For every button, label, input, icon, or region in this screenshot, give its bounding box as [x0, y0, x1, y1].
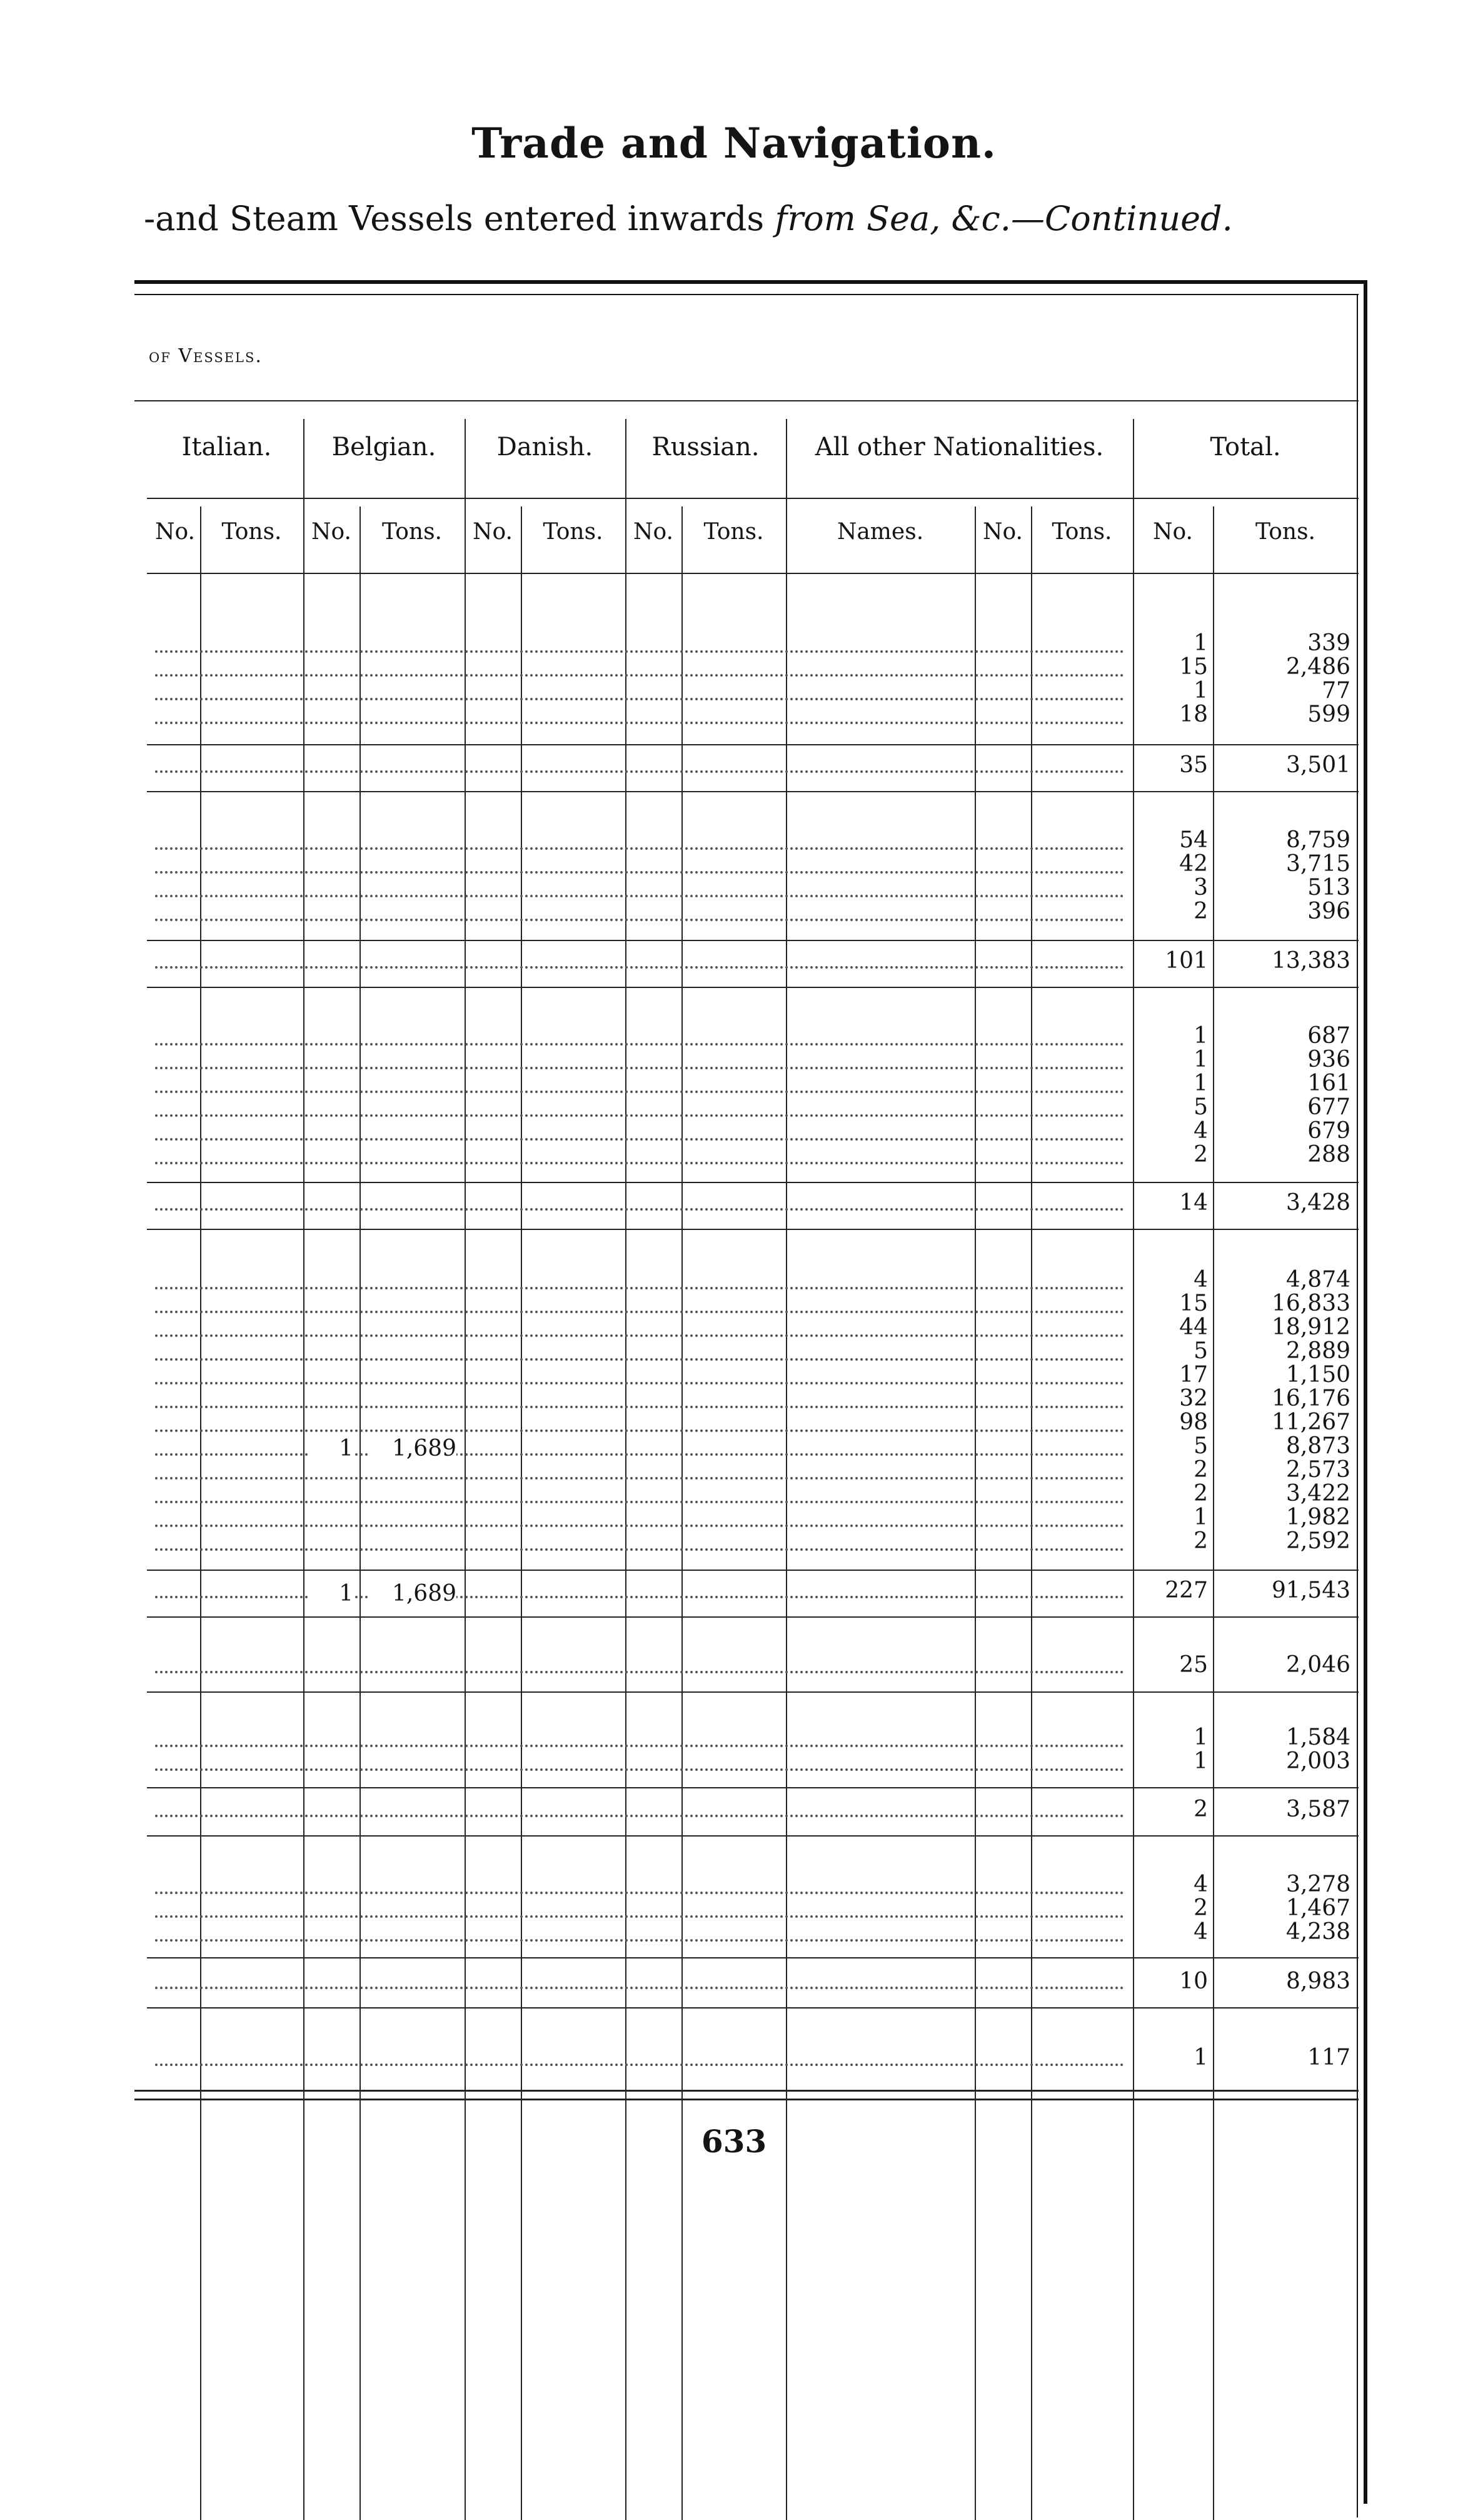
rule-block6-top [147, 1787, 1359, 1788]
total-tons: 936 [1307, 1047, 1350, 1072]
col-sep-other-names [975, 507, 976, 2520]
total-tons: 16,176 [1272, 1386, 1350, 1411]
total-no: 1 [1194, 1023, 1208, 1049]
total-no: 15 [1179, 1291, 1208, 1316]
total-no: 1 [1194, 1504, 1208, 1530]
total-no: 1 [1194, 678, 1208, 703]
total-sum-no: 1 [1194, 2045, 1208, 2070]
page-title: Trade and Navigation. [471, 119, 997, 168]
belgian-row-no: 1 [309, 1437, 353, 1461]
total-tons: 599 [1307, 702, 1350, 727]
rule-under-subheads [147, 573, 1359, 574]
sub-italian-tons: Tons. [221, 519, 282, 545]
total-no: 2 [1194, 1457, 1208, 1483]
total-tons: 677 [1307, 1094, 1350, 1120]
rule-block6-bottom [147, 1835, 1359, 1837]
col-sep-other-no [1031, 507, 1032, 2520]
total-tons: 2,889 [1285, 1338, 1350, 1364]
total-tons: 2,573 [1285, 1457, 1350, 1483]
total-tons: 339 [1307, 630, 1350, 656]
total-tons: 2,003 [1285, 1748, 1350, 1774]
sub-danish-tons: Tons. [543, 519, 603, 545]
sub-other-no: No. [983, 519, 1023, 545]
col-sep-other-total [1133, 419, 1134, 2520]
col-sep-danish-russian [625, 419, 626, 2520]
total-no: 2 [1194, 1528, 1208, 1554]
col-sep-danish-no [521, 507, 522, 2520]
belgian-total-no: 1 [309, 1582, 353, 1606]
total-no: 1 [1194, 630, 1208, 656]
total-no: 2 [1194, 1481, 1208, 1506]
subtitle-italic: from Sea, &c.—Continued. [775, 199, 1233, 238]
total-tons: 3,278 [1285, 1872, 1350, 1897]
group-total: Total. [1210, 433, 1281, 461]
total-no: 42 [1179, 851, 1208, 877]
total-sum-no: 101 [1165, 948, 1208, 974]
rule-block5-bottom [147, 1691, 1359, 1693]
belgian-row-tons: 1,689 [369, 1437, 456, 1461]
total-tons: 18,912 [1272, 1314, 1350, 1340]
rule-block1-top [147, 744, 1359, 745]
total-no: 3 [1194, 875, 1208, 900]
total-tons: 513 [1307, 875, 1350, 900]
total-sum-tons: 3,428 [1285, 1190, 1350, 1216]
page-number: 633 [701, 2123, 767, 2160]
col-sep-italian-belgian [303, 419, 304, 2520]
total-sum-tons: 91,543 [1272, 1578, 1350, 1603]
total-no: 4 [1194, 1919, 1208, 1945]
rule-block7-bottom [147, 2007, 1359, 2008]
group-russian: Russian. [651, 433, 760, 461]
rule-block4-bottom [147, 1616, 1359, 1618]
total-sum-no: 25 [1179, 1652, 1208, 1678]
total-no: 1 [1194, 1047, 1208, 1072]
sub-russian-tons: Tons. [703, 519, 764, 545]
col-sep-belgian-danish [465, 419, 466, 2520]
total-tons: 288 [1307, 1142, 1350, 1167]
total-no: 2 [1194, 1142, 1208, 1167]
total-tons: 8,873 [1285, 1433, 1350, 1459]
group-italian: Italian. [181, 433, 272, 461]
rule-block1-bottom [147, 791, 1359, 792]
total-no: 2 [1194, 1895, 1208, 1921]
total-tons: 679 [1307, 1118, 1350, 1144]
total-sum-tons: 3,501 [1285, 752, 1350, 778]
total-no: 5 [1194, 1338, 1208, 1364]
total-no: 1 [1194, 1071, 1208, 1096]
sub-belgian-no: No. [311, 519, 351, 545]
total-no: 32 [1179, 1386, 1208, 1411]
total-sum-tons: 8,983 [1285, 1968, 1350, 1994]
total-tons: 3,422 [1285, 1481, 1350, 1506]
sub-total-no: No. [1153, 519, 1193, 545]
page-subtitle [144, 199, 1233, 238]
group-belgian: Belgian. [331, 433, 436, 461]
total-no: 4 [1194, 1118, 1208, 1144]
total-no: 15 [1179, 654, 1208, 680]
total-tons: 8,759 [1285, 827, 1350, 853]
rule-block3-top [147, 1182, 1359, 1183]
total-tons: 4,238 [1285, 1919, 1350, 1945]
sub-other-tons: Tons. [1052, 519, 1112, 545]
sub-italian-no: No. [155, 519, 195, 545]
total-no: 4 [1194, 1872, 1208, 1897]
total-no: 5 [1194, 1433, 1208, 1459]
col-sep-total-no [1213, 507, 1214, 2520]
total-tons: 11,267 [1272, 1409, 1350, 1435]
total-no: 54 [1179, 827, 1208, 853]
sub-danish-no: No. [473, 519, 513, 545]
table-frame-inner-right [1357, 294, 1358, 2517]
total-tons: 1,584 [1285, 1725, 1350, 1750]
total-tons: 2,592 [1285, 1528, 1350, 1554]
rule-table-bottom [134, 2090, 1359, 2092]
total-sum-tons: 117 [1307, 2045, 1350, 2070]
col-sep-russian-no [681, 507, 683, 2520]
total-no: 1 [1194, 1725, 1208, 1750]
total-tons: 687 [1307, 1023, 1350, 1049]
total-tons: 2,486 [1285, 654, 1350, 680]
total-no: 1 [1194, 1748, 1208, 1774]
total-sum-no: 2 [1194, 1797, 1208, 1822]
total-tons: 1,150 [1285, 1362, 1350, 1388]
total-no: 44 [1179, 1314, 1208, 1340]
total-tons: 396 [1307, 899, 1350, 924]
total-sum-tons: 2,046 [1285, 1652, 1350, 1678]
sub-russian-no: No. [633, 519, 673, 545]
total-no: 5 [1194, 1094, 1208, 1120]
total-no: 2 [1194, 899, 1208, 924]
total-no: 4 [1194, 1267, 1208, 1293]
rule-block4-top [147, 1570, 1359, 1571]
total-tons: 77 [1322, 678, 1350, 703]
total-tons: 161 [1307, 1071, 1350, 1096]
belgian-total-tons: 1,689 [369, 1582, 456, 1606]
total-no: 17 [1179, 1362, 1208, 1388]
rule-block2-top [147, 940, 1359, 941]
total-tons: 1,982 [1285, 1504, 1350, 1530]
total-sum-tons: 3,587 [1285, 1797, 1350, 1822]
total-sum-no: 10 [1179, 1968, 1208, 1994]
col-sep-belgian-no [359, 507, 361, 2520]
total-tons: 1,467 [1285, 1895, 1350, 1921]
rule-table-bottom-2 [134, 2099, 1359, 2100]
group-danish: Danish. [496, 433, 593, 461]
total-no: 98 [1179, 1409, 1208, 1435]
total-sum-no: 35 [1179, 752, 1208, 778]
total-sum-tons: 13,383 [1272, 948, 1350, 974]
group-other: All other Nationalities. [815, 433, 1104, 461]
sub-other-names: Names. [837, 519, 924, 545]
rule-under-groups [147, 498, 1359, 499]
rule-block7-top [147, 1957, 1359, 1958]
total-no: 18 [1179, 702, 1208, 727]
rule-under-section [134, 400, 1359, 401]
total-sum-no: 14 [1179, 1190, 1208, 1216]
sub-total-tons: Tons. [1255, 519, 1315, 545]
col-sep-russian-other [786, 419, 787, 2520]
total-sum-no: 227 [1165, 1578, 1208, 1603]
rule-block2-bottom [147, 987, 1359, 988]
table-frame-inner-top [134, 294, 1359, 295]
total-tons: 3,715 [1285, 851, 1350, 877]
sub-belgian-tons: Tons. [382, 519, 442, 545]
total-tons: 4,874 [1285, 1267, 1350, 1293]
subtitle-lead: -and Steam Vessels entered inwards [144, 199, 765, 238]
total-tons: 16,833 [1272, 1291, 1350, 1316]
col-sep-italian-no [200, 507, 201, 2520]
rule-block3-bottom [147, 1229, 1359, 1230]
section-heading: of Vessels. [149, 345, 263, 367]
